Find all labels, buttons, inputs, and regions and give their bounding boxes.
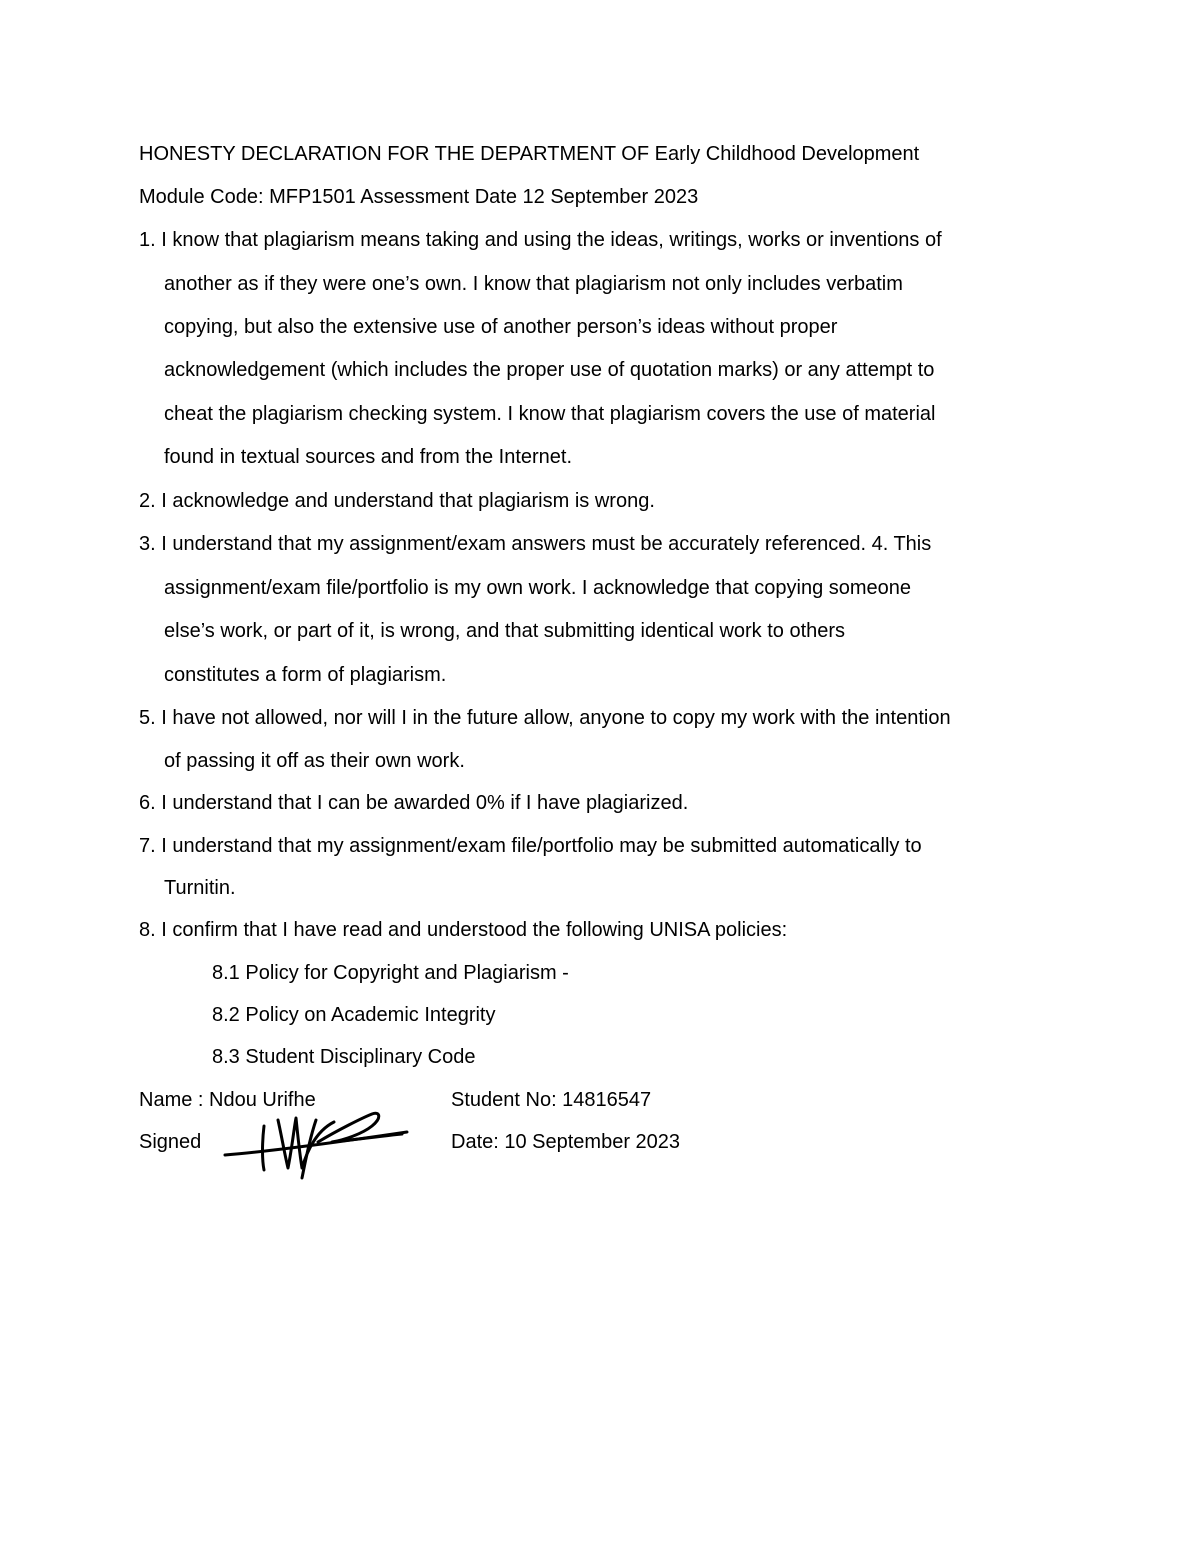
item-text-continued: assignment/exam file/portfolio is my own work. I acknowledge that copying someone (164, 577, 912, 599)
item-number: 3. (139, 533, 156, 555)
list-item-6 (139, 791, 688, 815)
policy-item: 8.2 Policy on Academic Integrity (212, 1004, 496, 1026)
item-text: I acknowledge and understand that plagiarism is wrong. (161, 490, 655, 512)
item-number: 2. (139, 490, 156, 512)
item-text-continued: of passing it off as their own work. (164, 750, 465, 772)
item-text-continued: cheat the plagiarism checking system. I know that plagiarism covers the use of material (164, 403, 936, 425)
list-item-1 (139, 228, 942, 252)
item-number: 8. (139, 919, 156, 941)
student-name: Name : Ndou Urifhe (139, 1089, 316, 1111)
item-number: 1. (139, 229, 156, 251)
item-number: 6. (139, 792, 156, 814)
item-text-continued: another as if they were one’s own. I know that plagiarism not only includes verbatim (164, 273, 903, 295)
item-text: I know that plagiarism means taking and using the ideas, writings, works or inventions of (161, 229, 942, 251)
list-item-2 (139, 489, 655, 513)
declaration-title: HONESTY DECLARATION FOR THE DEPARTMENT OF Early Childhood Development (139, 143, 920, 165)
policy-item: 8.3 Student Disciplinary Code (212, 1046, 476, 1068)
item-number: 7. (139, 835, 156, 857)
item-text: I have not allowed, nor will I in the future allow, anyone to copy my work with the intention (161, 707, 951, 729)
signed-label: Signed (139, 1131, 202, 1153)
item-text: I understand that I can be awarded 0% if I have plagiarized. (161, 792, 689, 814)
item-text: I confirm that I have read and understood the following UNISA policies: (161, 919, 788, 941)
item-text: I understand that my assignment/exam answers must be accurately referenced. 4. This (161, 533, 932, 555)
item-text-continued: constitutes a form of plagiarism. (164, 664, 447, 686)
item-text: I understand that my assignment/exam file/portfolio may be submitted automatically to (161, 835, 922, 857)
module-code-line: Module Code: MFP1501 Assessment Date 12 September 2023 (139, 186, 699, 208)
list-item-3 (139, 532, 931, 556)
item-text-continued: copying, but also the extensive use of another person’s ideas without proper (164, 316, 838, 338)
signed-date: Date: 10 September 2023 (451, 1131, 681, 1153)
list-item-5 (139, 706, 951, 730)
list-item-7 (139, 834, 922, 858)
policy-item: 8.1 Policy for Copyright and Plagiarism - (212, 962, 569, 984)
student-number: Student No: 14816547 (451, 1089, 652, 1111)
item-number: 5. (139, 707, 156, 729)
item-text-continued: acknowledgement (which includes the proper use of quotation marks) or any attempt to (164, 359, 935, 381)
list-item-8 (139, 918, 787, 942)
signature-image (222, 1108, 412, 1183)
item-text-continued: found in textual sources and from the Internet. (164, 446, 573, 468)
item-text-continued: Turnitin. (164, 877, 236, 899)
item-text-continued: else’s work, or part of it, is wrong, and that submitting identical work to others (164, 620, 846, 642)
